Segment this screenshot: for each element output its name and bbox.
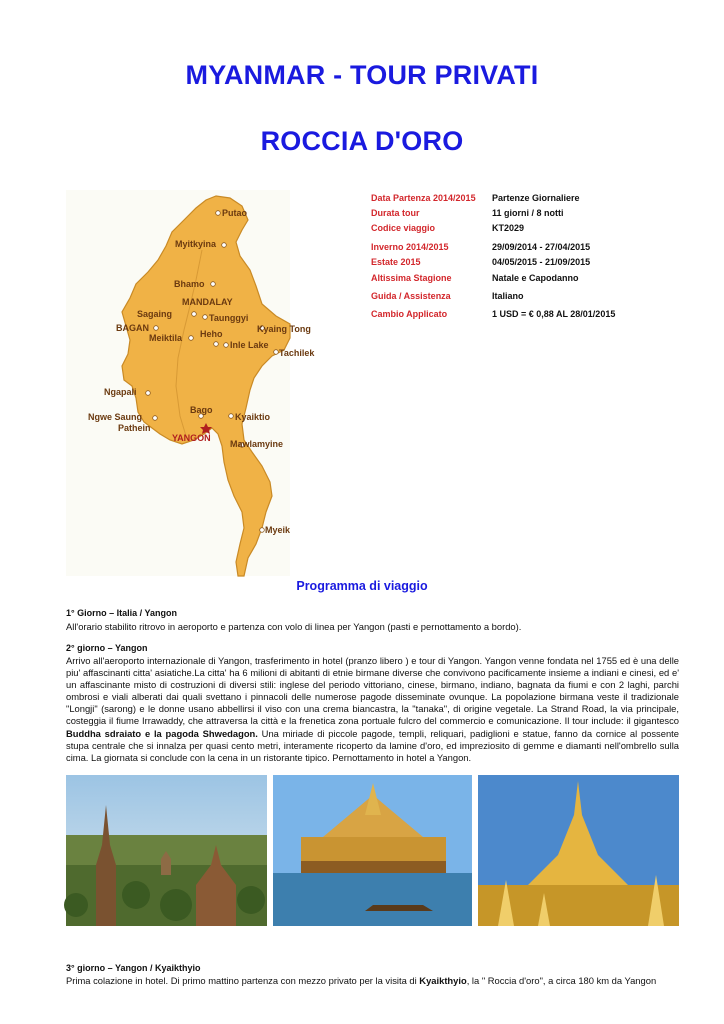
info-label: Data Partenza 2014/2015 <box>371 193 476 203</box>
map-label-tachilek: Tachilek <box>279 348 315 358</box>
city-dot <box>146 391 151 396</box>
page-subtitle: ROCCIA D'ORO <box>260 126 464 156</box>
info-value: 1 USD = € 0,88 AL 28/01/2015 <box>492 309 616 319</box>
map-label-bhamo: Bhamo <box>174 279 205 289</box>
city-dot <box>214 342 219 347</box>
info-label: Inverno 2014/2015 <box>371 242 449 252</box>
myanmar-map <box>66 190 315 576</box>
map-label-sagaing: Sagaing <box>137 309 173 319</box>
day2-text-b-pre: Il tour include: il gigantesco <box>564 715 680 727</box>
page-title: MYANMAR - TOUR PRIVATI <box>185 60 539 90</box>
photo-shwedagon <box>478 775 679 926</box>
photo-bagan-temples <box>66 775 267 926</box>
map-label-putao: Putao <box>222 208 248 218</box>
city-dot <box>222 243 227 248</box>
program-title: Programma di viaggio <box>296 579 428 593</box>
day2-text-b-mid: e <box>141 727 154 739</box>
photo-floating-pagoda <box>273 775 472 926</box>
day2-text-a: Arrivo all'aeroporto internazionale di Yangon, trasferimento in hotel (pranzo libero ) e tour di Yangon. Yangon venne fondata nel 1755 ed è una delle piu' affascinanti citta' asiatiche.La citta' ha 6 milioni di abitanti di etnie birmane diverse che convivono pacificamente insieme a indiani e cinesi, ed e' un affascinante misto di costruzioni di diversi stili: inglese del periodo vittoriano, cinese, birmano, indiano, bagnata da fiumi e con 2 laghi, parchi ombrosi e viali alberati dai quali svettano i pinnacoli delle numerose pagode disseminate ovunque. La popolazione birmana veste il tradizionale "Longji" (sarong) e le donne usano abbellirsi il viso con una crema biancastra, la "tanaka", di origine vegetale. La Strand Road, la via principale, costeggia il fiume Irrawaddy, che attraversa la città e la frenetica zona portuale fulcro del commercio e comunicazione. <box>66 655 679 727</box>
info-value: 11 giorni / 8 notti <box>492 208 564 218</box>
info-value: Italiano <box>492 291 524 301</box>
day3-text <box>66 975 679 987</box>
map-label-myeik: Myeik <box>265 525 291 535</box>
info-label: Codice viaggio <box>371 223 436 233</box>
day2-highlight-buddha: Buddha sdraiato <box>66 727 142 739</box>
map-label-mandalay: MANDALAY <box>182 297 233 307</box>
day3-heading: 3° giorno – Yangon / Kyaikthyio <box>66 963 201 973</box>
map-label-yangon: YANGON <box>172 433 211 443</box>
city-dot <box>189 336 194 341</box>
info-label: Altissima Stagione <box>371 273 452 283</box>
info-row-durata <box>371 208 671 220</box>
day2-text <box>66 655 679 764</box>
map-label-kyaiktio: Kyaiktio <box>235 412 271 422</box>
day3-text-post: , la " Roccia d'oro", a circa 180 km da Yangon <box>466 975 657 986</box>
city-dot <box>260 528 265 533</box>
info-row-altissima <box>371 273 671 285</box>
day3-text-pre: Prima colazione in hotel. Di primo mattino partenza con mezzo privato per la visita di <box>66 975 420 986</box>
info-value: KT2029 <box>492 223 525 233</box>
info-row-data-partenza <box>371 193 671 205</box>
info-value: Partenze Giornaliere <box>492 193 580 203</box>
map-label-mawlamyine: Mawlamyine <box>230 439 284 449</box>
info-value: Natale e Capodanno <box>492 273 579 283</box>
day2-highlight-shwedagon: la pagoda Shwedagon. <box>153 727 258 739</box>
map-label-ngapali: Ngapali <box>104 387 137 397</box>
info-row-inverno <box>371 242 671 254</box>
myanmar-land <box>122 196 290 576</box>
info-value: 29/09/2014 - 27/04/2015 <box>492 242 591 252</box>
day2-text-b-post: Una miriade di piccole pagode, templi, reliquari, padiglioni e statue, fanno da cornice al possente stupa centrale che si innalza per quasi cento metri, interamente ricoperto da lamine d'oro, ed impreziosito di gemme e diamanti nell'ombrello sulla cima. La giornata si conclude con la cena in un ristorante tipico. Pernottamento in hotel a Yangon. <box>66 727 679 763</box>
info-row-cambio <box>371 309 671 321</box>
map-label-heho: Heho <box>200 329 223 339</box>
city-dot <box>229 414 234 419</box>
day2-heading: 2° giorno – Yangon <box>66 643 148 653</box>
info-row-codice <box>371 223 671 235</box>
city-dot <box>224 343 229 348</box>
city-dot <box>274 350 279 355</box>
map-label-taunggyi: Taunggyi <box>209 313 249 323</box>
city-dot <box>211 282 216 287</box>
day1-text: All'orario stabilito ritrovo in aeroporto e partenza con volo di linea per Yangon (pasti e pernottamento a bordo). <box>66 621 522 632</box>
map-label-kyaing-tong: Kyaing Tong <box>257 324 311 334</box>
day1-heading: 1° Giorno – Italia / Yangon <box>66 608 177 618</box>
city-dot <box>153 416 158 421</box>
map-label-bago: Bago <box>190 405 213 415</box>
city-dot <box>216 211 221 216</box>
city-dot <box>154 326 159 331</box>
map-label-inle-lake: Inle Lake <box>230 340 269 350</box>
info-label: Guida / Assistenza <box>371 291 451 301</box>
city-dot <box>203 315 208 320</box>
day3-highlight-kyaikthyio: Kyaikthyio <box>419 975 467 986</box>
map-label-bagan: BAGAN <box>116 323 149 333</box>
info-row-estate <box>371 257 671 269</box>
map-label-meiktila: Meiktila <box>149 333 183 343</box>
info-label: Cambio Applicato <box>371 309 448 319</box>
map-label-myitkyina: Myitkyina <box>175 239 217 249</box>
map-label-pathein: Pathein <box>118 423 151 433</box>
map-label-ngwe-saung: Ngwe Saung <box>88 412 143 422</box>
info-label: Estate 2015 <box>371 257 421 267</box>
city-dot <box>192 312 197 317</box>
info-row-guida <box>371 291 671 303</box>
info-value: 04/05/2015 - 21/09/2015 <box>492 257 591 267</box>
info-label: Durata tour <box>371 208 420 218</box>
